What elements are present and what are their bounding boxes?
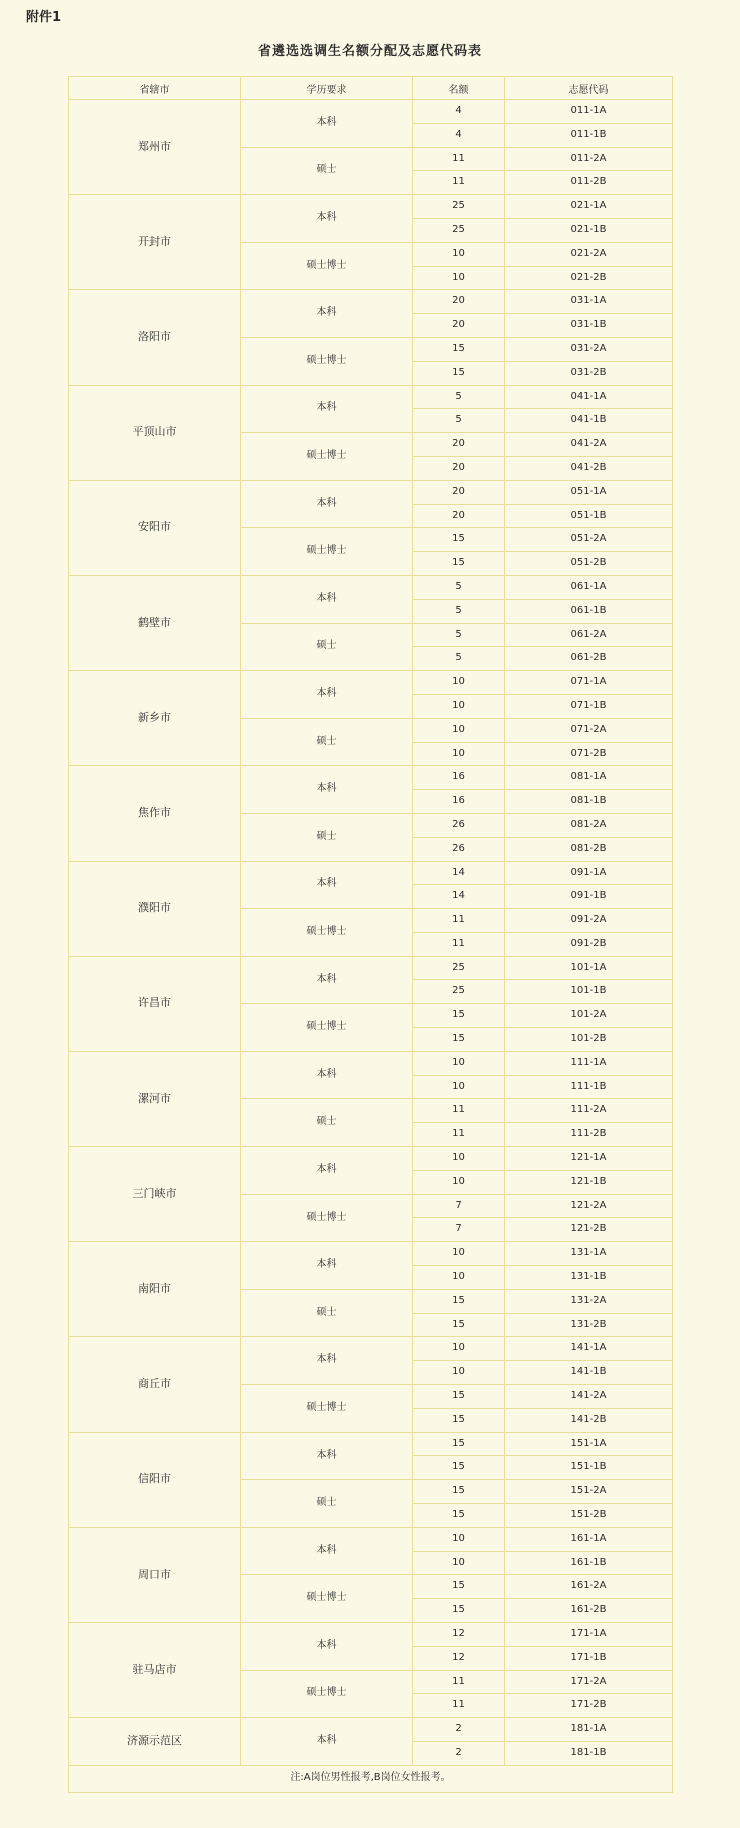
code-cell: 161-2B [505,1599,673,1623]
code-cell: 151-1B [505,1456,673,1480]
quota-cell: 20 [413,314,505,338]
table-header-row [69,77,673,100]
quota-cell: 15 [413,1408,505,1432]
code-cell: 021-2A [505,242,673,266]
table-row [69,195,673,219]
education-cell: 硕士博士 [241,242,413,290]
code-cell: 091-1A [505,861,673,885]
education-cell: 本科 [241,1337,413,1385]
code-cell: 181-1A [505,1718,673,1742]
quota-cell: 25 [413,218,505,242]
quota-cell: 10 [413,1242,505,1266]
code-cell: 141-1A [505,1337,673,1361]
code-cell: 151-1A [505,1432,673,1456]
region-name-cell: 安阳市 [69,480,241,575]
quota-cell: 10 [413,266,505,290]
table-row [69,1718,673,1742]
region-name-cell: 开封市 [69,195,241,290]
quota-cell: 10 [413,1147,505,1171]
code-cell: 171-2A [505,1670,673,1694]
quota-cell: 25 [413,980,505,1004]
table-row [69,290,673,314]
table-row [69,1051,673,1075]
header-region: 省辖市 [69,77,241,100]
code-cell: 171-1A [505,1623,673,1647]
education-cell: 本科 [241,290,413,338]
region-name-cell: 平顶山市 [69,385,241,480]
quota-cell: 15 [413,1289,505,1313]
table-body [69,100,673,1766]
education-cell: 硕士博士 [241,909,413,957]
code-cell: 131-2A [505,1289,673,1313]
code-cell: 161-1A [505,1527,673,1551]
code-cell: 081-2B [505,837,673,861]
education-cell: 硕士博士 [241,1575,413,1623]
code-cell: 011-2A [505,147,673,171]
education-cell: 本科 [241,861,413,909]
region-name-cell: 濮阳市 [69,861,241,956]
quota-cell: 15 [413,1004,505,1028]
code-cell: 161-1B [505,1551,673,1575]
quota-cell: 20 [413,504,505,528]
code-cell: 171-2B [505,1694,673,1718]
quota-cell: 20 [413,456,505,480]
table-row [69,575,673,599]
code-cell: 021-1B [505,218,673,242]
code-cell: 051-2A [505,528,673,552]
code-cell: 091-2B [505,932,673,956]
header-code: 志愿代码 [505,77,673,100]
code-cell: 161-2A [505,1575,673,1599]
code-cell: 041-1A [505,385,673,409]
code-cell: 051-2B [505,552,673,576]
code-cell: 061-1A [505,575,673,599]
quota-cell: 5 [413,647,505,671]
table-row [69,1527,673,1551]
code-cell: 111-2B [505,1123,673,1147]
quota-cell: 15 [413,1456,505,1480]
education-cell: 硕士 [241,623,413,671]
code-cell: 091-2A [505,909,673,933]
quota-cell: 15 [413,1480,505,1504]
table-row [69,671,673,695]
quota-cell: 11 [413,171,505,195]
quota-cell: 16 [413,790,505,814]
education-cell: 硕士 [241,1289,413,1337]
region-name-cell: 三门峡市 [69,1147,241,1242]
code-cell: 141-1B [505,1361,673,1385]
code-cell: 071-1A [505,671,673,695]
education-cell: 本科 [241,1718,413,1766]
quota-cell: 11 [413,1670,505,1694]
table-row [69,100,673,124]
annex-label: 附件1 [26,10,62,25]
code-cell: 121-1A [505,1147,673,1171]
code-cell: 071-2B [505,742,673,766]
education-cell: 硕士博士 [241,1385,413,1433]
quota-cell: 10 [413,671,505,695]
quota-cell: 10 [413,1337,505,1361]
region-name-cell: 新乡市 [69,671,241,766]
code-cell: 051-1A [505,480,673,504]
quota-cell: 10 [413,1170,505,1194]
table-row [69,861,673,885]
code-cell: 011-2B [505,171,673,195]
region-name-cell: 焦作市 [69,766,241,861]
region-name-cell: 周口市 [69,1527,241,1622]
code-cell: 081-2A [505,813,673,837]
quota-cell: 14 [413,885,505,909]
quota-cell: 15 [413,1432,505,1456]
note-text: 注:A岗位男性报考,B岗位女性报考。 [69,1765,673,1792]
quota-cell: 20 [413,480,505,504]
code-cell: 031-1B [505,314,673,338]
code-cell: 021-2B [505,266,673,290]
code-cell: 041-2B [505,456,673,480]
code-cell: 071-1B [505,694,673,718]
quota-cell: 10 [413,1266,505,1290]
code-cell: 041-1B [505,409,673,433]
code-cell: 101-1A [505,956,673,980]
code-cell: 011-1B [505,123,673,147]
education-cell: 本科 [241,1147,413,1195]
code-cell: 121-2A [505,1194,673,1218]
quota-cell: 10 [413,1527,505,1551]
quota-cell: 15 [413,1504,505,1528]
quota-cell: 11 [413,1694,505,1718]
quota-cell: 15 [413,1599,505,1623]
quota-cell: 15 [413,1575,505,1599]
quota-cell: 10 [413,742,505,766]
education-cell: 本科 [241,100,413,148]
code-cell: 141-2B [505,1408,673,1432]
table-row [69,1337,673,1361]
code-cell: 101-1B [505,980,673,1004]
region-name-cell: 鹤壁市 [69,575,241,670]
code-cell: 171-1B [505,1646,673,1670]
quota-cell: 20 [413,290,505,314]
note-row [69,1765,673,1792]
quota-cell: 11 [413,147,505,171]
quota-cell: 15 [413,337,505,361]
quota-cell: 10 [413,1075,505,1099]
education-cell: 本科 [241,1432,413,1480]
code-cell: 081-1A [505,766,673,790]
code-cell: 101-2A [505,1004,673,1028]
region-name-cell: 洛阳市 [69,290,241,385]
quota-cell: 5 [413,599,505,623]
table-row [69,385,673,409]
code-cell: 131-2B [505,1313,673,1337]
code-cell: 031-2B [505,361,673,385]
region-name-cell: 济源示范区 [69,1718,241,1766]
code-cell: 151-2B [505,1504,673,1528]
education-cell: 硕士 [241,813,413,861]
region-name-cell: 许昌市 [69,956,241,1051]
quota-cell: 11 [413,1123,505,1147]
education-cell: 硕士博士 [241,1194,413,1242]
quota-cell: 16 [413,766,505,790]
table-row [69,1147,673,1171]
quota-cell: 15 [413,361,505,385]
quota-cell: 15 [413,1385,505,1409]
education-cell: 硕士博士 [241,433,413,481]
quota-cell: 12 [413,1623,505,1647]
quota-cell: 2 [413,1741,505,1765]
quota-cell: 5 [413,409,505,433]
table-row [69,1623,673,1647]
quota-cell: 7 [413,1194,505,1218]
quota-cell: 15 [413,1028,505,1052]
code-cell: 111-1B [505,1075,673,1099]
code-cell: 121-2B [505,1218,673,1242]
quota-cell: 26 [413,813,505,837]
quota-cell: 4 [413,100,505,124]
education-cell: 硕士 [241,147,413,195]
quota-cell: 11 [413,909,505,933]
code-cell: 181-1B [505,1741,673,1765]
education-cell: 本科 [241,1242,413,1290]
code-cell: 061-2A [505,623,673,647]
code-cell: 061-2B [505,647,673,671]
code-cell: 061-1B [505,599,673,623]
education-cell: 本科 [241,766,413,814]
table-row [69,766,673,790]
quota-cell: 15 [413,552,505,576]
code-cell: 131-1B [505,1266,673,1290]
region-name-cell: 信阳市 [69,1432,241,1527]
education-cell: 本科 [241,956,413,1004]
region-name-cell: 南阳市 [69,1242,241,1337]
education-cell: 本科 [241,671,413,719]
education-cell: 硕士博士 [241,528,413,576]
quota-cell: 26 [413,837,505,861]
region-name-cell: 驻马店市 [69,1623,241,1718]
quota-cell: 2 [413,1718,505,1742]
quota-cell: 11 [413,932,505,956]
quota-cell: 20 [413,433,505,457]
education-cell: 本科 [241,1623,413,1671]
page-title: 省遴选选调生名额分配及志愿代码表 [257,44,482,59]
education-cell: 本科 [241,1051,413,1099]
code-cell: 131-1A [505,1242,673,1266]
allocation-table [68,76,673,1793]
code-cell: 111-1A [505,1051,673,1075]
code-cell: 041-2A [505,433,673,457]
quota-cell: 10 [413,1361,505,1385]
region-name-cell: 郑州市 [69,100,241,195]
education-cell: 本科 [241,575,413,623]
quota-cell: 4 [413,123,505,147]
code-cell: 051-1B [505,504,673,528]
education-cell: 本科 [241,195,413,243]
code-cell: 121-1B [505,1170,673,1194]
quota-cell: 25 [413,956,505,980]
table-row [69,1242,673,1266]
education-cell: 硕士 [241,1480,413,1528]
quota-cell: 10 [413,694,505,718]
education-cell: 硕士 [241,718,413,766]
code-cell: 021-1A [505,195,673,219]
code-cell: 031-2A [505,337,673,361]
header-education: 学历要求 [241,77,413,100]
education-cell: 硕士博士 [241,1004,413,1052]
quota-cell: 14 [413,861,505,885]
quota-cell: 5 [413,623,505,647]
education-cell: 本科 [241,385,413,433]
header-quota: 名额 [413,77,505,100]
code-cell: 101-2B [505,1028,673,1052]
table-row [69,956,673,980]
quota-cell: 11 [413,1099,505,1123]
code-cell: 141-2A [505,1385,673,1409]
quota-cell: 10 [413,718,505,742]
quota-cell: 25 [413,195,505,219]
quota-cell: 5 [413,575,505,599]
education-cell: 硕士博士 [241,337,413,385]
education-cell: 本科 [241,480,413,528]
quota-cell: 15 [413,1313,505,1337]
education-cell: 本科 [241,1527,413,1575]
quota-cell: 10 [413,1051,505,1075]
quota-cell: 12 [413,1646,505,1670]
code-cell: 111-2A [505,1099,673,1123]
region-name-cell: 漯河市 [69,1051,241,1146]
quota-cell: 15 [413,528,505,552]
education-cell: 硕士 [241,1099,413,1147]
quota-cell: 10 [413,1551,505,1575]
code-cell: 151-2A [505,1480,673,1504]
code-cell: 011-1A [505,100,673,124]
quota-cell: 10 [413,242,505,266]
quota-cell: 7 [413,1218,505,1242]
region-name-cell: 商丘市 [69,1337,241,1432]
code-cell: 071-2A [505,718,673,742]
code-cell: 091-1B [505,885,673,909]
code-cell: 031-1A [505,290,673,314]
table-row [69,1432,673,1456]
quota-cell: 5 [413,385,505,409]
education-cell: 硕士博士 [241,1670,413,1718]
code-cell: 081-1B [505,790,673,814]
table-row [69,480,673,504]
